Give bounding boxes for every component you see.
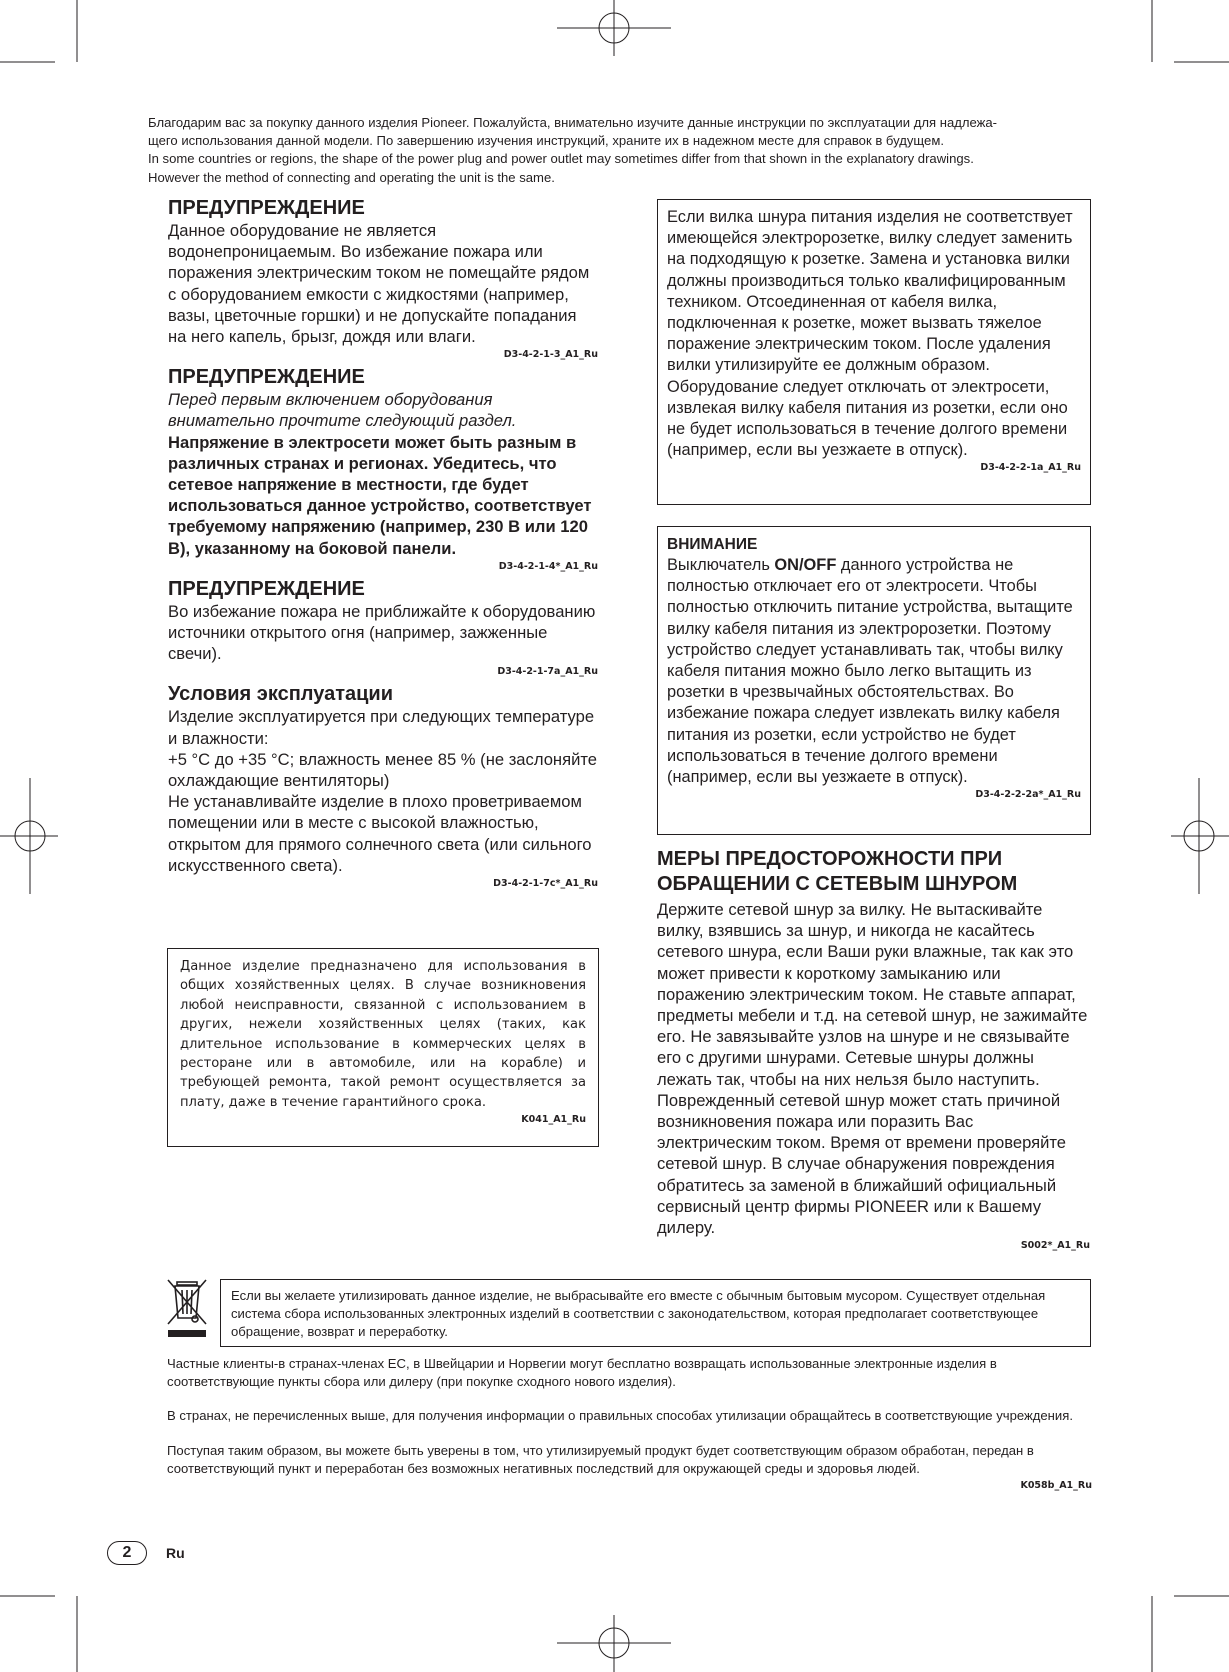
conditions-text-2: +5 °C до +35 °C; влажность менее 85 % (не заслоняйте охлаждающие вентиляторы) [168,749,597,791]
intro-line-3: In some countries or regions, the shape of the power plug and power outlet may sometimes differ from that shown in the explanatory drawings. [148,151,974,167]
left-column [168,196,598,894]
purpose-notice-text: Данное изделие предназначено для использования в общих хозяйственных целях. В случае возникновения любой неисправности, связанной с использованием в других, нежели хозяйственных целях (таких, как длительное использование в коммерческих целях в ресторане или в автомобиле, или на корабле) и требующей ремонта, такой ремонт осуществляется за плату, даже в течение гарантийного срока. [180,959,586,1110]
registration-mark-bottom [557,1615,671,1672]
warning-2-italic: Перед первым включением оборудования внимательно прочтите следующий раздел. [168,390,517,431]
intro-line-4: However the method of connecting and operating the unit is the same. [148,169,555,185]
attention-text-after: данного устройства не полностью отключает его от электросети. Чтобы полностью отключить питание устройства, вытащите вилку кабеля питания из электророзетки. Поэтому устройство следует устанавливать так, чтобы вилку кабеля питания можно было легко вытащить из розетки в чрезвычайных обстоятельствах. Во избежание пожара следует извлекать вилку кабеля питания из розетки, если устройство не будет использоваться в течение долгого времени (например, если вы уезжаете в отпуск). [667,556,1073,787]
warning-2-title: ПРЕДУПРЕЖДЕНИЕ [168,366,365,389]
disposal-notice-text: Если вы желаете утилизировать данное изделие, не выбрасывайте его вместе с обычным бытовым мусором. Существует отдельная система сбора использованных электронных изделий в соответствии с законодательством, которая предполагает соответствующее обращение, возврат и переработку. [231,1288,1046,1340]
intro-line-1: Благодарим вас за покупку данного изделия Pioneer. Пожалуйста, внимательно изучите данные инструкции по эксплуатации для надлежа- [148,115,998,130]
plug-notice-box [657,199,1091,505]
attention-text-before: Выключатель [667,556,775,574]
conditions-code: D3-4-2-1-7c*_A1_Ru [493,878,598,890]
disposal-paragraph-2: В странах, не перечисленных выше, для получения информации о правильных способах утилизации обращайтесь в соответствующие учреждения. [167,1408,1073,1424]
power-cord-section [657,847,1090,1256]
warning-3-code: D3-4-2-1-7a_A1_Ru [497,666,598,678]
attention-code: D3-4-2-2-2a*_A1_Ru [975,789,1081,801]
disposal-code: K058b_A1_Ru [1020,1480,1092,1492]
warning-1-code: D3-4-2-1-3_A1_Ru [503,349,598,361]
attention-text [667,555,1081,788]
disposal-paragraph-1: Частные клиенты-в странах-членах ЕС, в Швейцарии и Норвегии могут бесплатно возвращать использованные электронные изделия в соответствующие пункты сбора или дилеру (при покупке сходного нового изделия). [167,1356,997,1390]
registration-mark-left [0,778,58,894]
attention-title: ВНИМАНИЕ [667,536,758,553]
plug-notice-text-2: Оборудование следует отключать от электросети, извлекая вилку кабеля питания из розетки, если оно не будет использоваться в течение долгого времени (например, если вы уезжаете в отпуск). [667,377,1068,460]
on-off-switch-label: ON/OFF [774,556,837,574]
page-language: Ru [166,1545,185,1561]
weee-crossed-bin-icon [166,1278,208,1338]
warning-3-text: Во избежание пожара не приближайте к оборудованию источники открытого огня (например, зажженные свечи). [168,601,596,664]
warning-2-bold: Напряжение в электросети может быть разным в различных странах и регионах. Убедитесь, что сетевое напряжение в местности, где будет использоваться данное устройство, соответствует требуемому напряжению (например, 230 В или 120 В), указанному на боковой панели. [168,432,592,558]
conditions-title: Условия эксплуатации [168,683,393,706]
intro-line-2: щего использования данной модели. По завершению изучения инструкций, храните их в надежном месте для справок в будущем. [148,133,944,149]
power-cord-title: МЕРЫ ПРЕДОСТОРОЖНОСТИ ПРИ ОБРАЩЕНИИ С СЕТЕВЫМ ШНУРОМ [657,848,1018,895]
purpose-notice-box [167,948,599,1147]
warning-2-code: D3-4-2-1-4*_A1_Ru [498,560,598,572]
disposal-notice-box [220,1279,1091,1347]
registration-mark-right [1171,778,1229,894]
conditions-text-3: Не устанавливайте изделие в плохо проветриваемом помещении или в месте с высокой влажностью, открытом для прямого солнечного света (или сильного искусственного света). [168,792,592,875]
warning-1-text: Данное оборудование не является водонепроницаемым. Во избежание пожара или поражения электрическим током не помещайте рядом с оборудованием емкости с жидкостями (например, вазы, цветочные горшки) и не допускайте попадания на него капель, брызг, дождя или влаги. [168,221,590,347]
purpose-notice-code: K041_A1_Ru [521,1114,586,1126]
plug-notice-code: D3-4-2-2-1a_A1_Ru [980,462,1081,474]
warning-3-title: ПРЕДУПРЕЖДЕНИЕ [168,577,365,600]
conditions-text-1: Изделие эксплуатируется при следующих температуре и влажности: [168,707,595,748]
disposal-info [167,1355,1092,1496]
warning-1-title: ПРЕДУПРЕЖДЕНИЕ [168,197,365,219]
power-cord-code: S002*_A1_Ru [1020,1240,1090,1252]
attention-box [657,526,1091,835]
page-number: 2 [107,1541,147,1565]
power-cord-text: Держите сетевой шнур за вилку. Не вытаскивайте вилку, взявшись за шнур, и никогда не касайтесь сетевого шнура, если Ваши руки влажные, так как это может привести к короткому замыканию или поражению электрическим током. Не ставьте аппарат, предметы мебели и т.д. на сетевой шнур, не зажимайте его. Не завязывайте узлов на шнуре и не связывайте его с другими шнурами. Сетевые шнуры должны лежать так, чтобы на них нельзя было наступить. Поврежденный сетевой шнур может стать причиной возникновения пожара или поразить Вас электрическим током. Время от времени проверяйте сетевой шнур. В случае обнаружения повреждения обратитесь за заменой в ближайший официальный сервисный центр фирмы PIONEER или к Вашему дилеру. [657,900,1088,1238]
disposal-paragraph-3: Поступая таким образом, вы можете быть уверены в том, что утилизируемый продукт будет соответствующим образом обработан, передан в соответствующий пункт и переработан без возможных негативных последствий для окружающей среды и здоровья людей. [167,1442,1034,1476]
registration-mark-top [557,0,671,56]
plug-notice-text: Если вилка шнура питания изделия не соответствует имеющейся электророзетке, вилку следует заменить на подходящую к розетке. Замена и установка вилки должны производиться только квалифицированным техником. Отсоединенная от кабеля вилка, подключенная к розетке, может вызвать тяжелое поражение электрическим током. После удаления вилки утилизируйте ее должным образом. [667,208,1073,375]
intro [148,114,1098,187]
